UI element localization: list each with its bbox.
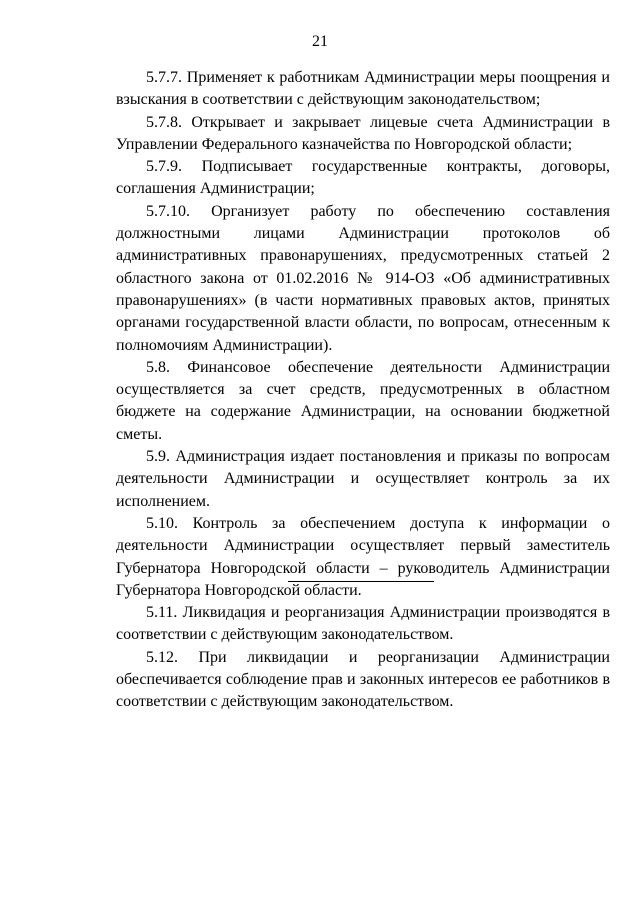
paragraph-5-7-10: 5.7.10. Организует работу по обеспечению составления должностными лицами Администрации протоколов об административных правонарушениях, предусмотренных статьей 2 областного закона от 01.02.2016 № 914-ОЗ «Об административных правонарушениях» (в части нормативных правовых актов, принятых органами государственной власти области, по вопросам, отнесенным к полномочиям Администрации).	[116, 202, 610, 354]
paragraph-5-10: 5.10. Контроль за обеспечением доступа к информации о деятельности Администрации осуществляет первый заместитель Губернатора Новгородской области – руководитель Администрации Губернатора Новгородской области.	[116, 514, 610, 599]
end-of-text-rule	[288, 581, 434, 582]
page-number: 21	[312, 33, 328, 50]
paragraph-5-9: 5.9. Администрация издает постановления и приказы по вопросам деятельности Администрации и осуществляет контроль за их исполнением.	[116, 448, 610, 510]
paragraph-5-8: 5.8. Финансовое обеспечение деятельности Администрации осуществляется за счет средств, предусмотренных в областном бюджете на содержание Администрации, на основании бюджетной сметы.	[116, 358, 610, 443]
paragraph-5-12: 5.12. При ликвидации и реорганизации Администрации обеспечивается соблюдение прав и законных интересов ее работников в соответствии с действующим законодательством.	[116, 648, 610, 711]
paragraph-5-11: 5.11. Ликвидация и реорганизация Администрации производятся в соответствии с действующим законодательством.	[116, 604, 610, 644]
paragraph-5-7-7: 5.7.7. Применяет к работникам Администрации меры поощрения и взыскания в соответствии с действующим законодательством;	[116, 69, 610, 109]
paragraph-5-7-9: 5.7.9. Подписывает государственные контракты, договоры, соглашения Администрации;	[116, 158, 610, 198]
document-body	[116, 67, 610, 714]
paragraph-5-7-8: 5.7.8. Открывает и закрывает лицевые счета Администрации в Управлении Федерального казначейства по Новгородской области;	[116, 113, 610, 153]
